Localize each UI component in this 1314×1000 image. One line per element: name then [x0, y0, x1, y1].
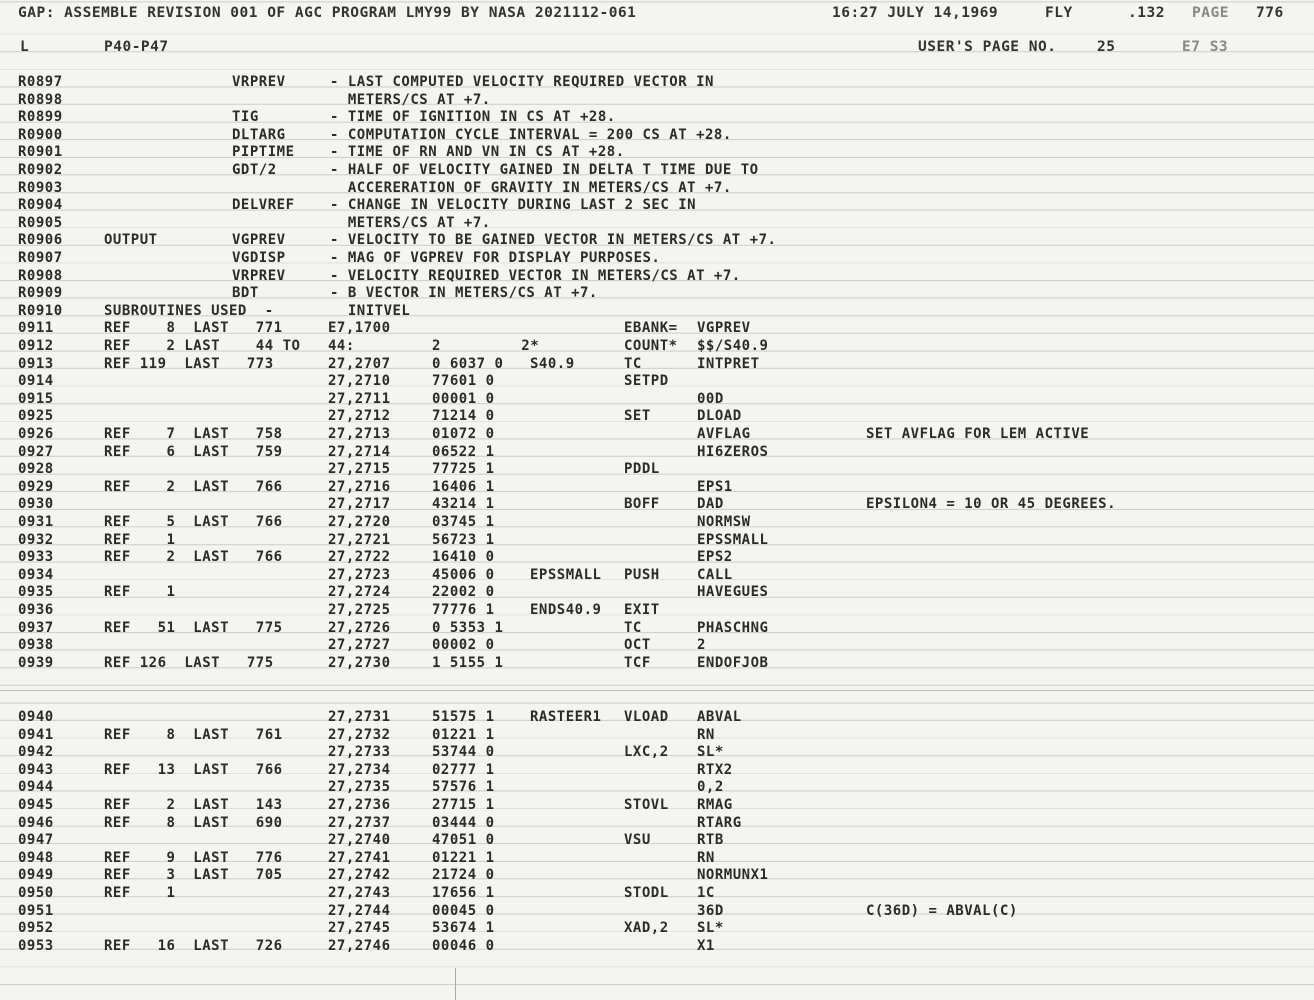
ref-field: REF 2 LAST 766 — [104, 478, 283, 495]
operand-field: X1 — [697, 937, 715, 954]
line-number: 0953 — [18, 937, 54, 954]
line-number: 0928 — [18, 461, 54, 478]
address-field: 27,2712 — [328, 408, 391, 425]
ref-field: REF 126 LAST 775 — [104, 654, 274, 671]
opcode-field: SETPD — [624, 373, 669, 390]
listing-row — [0, 884, 1314, 902]
listing-row — [0, 231, 1314, 249]
ref-field: REF 2 LAST 143 — [104, 797, 283, 813]
line-number: 0939 — [18, 654, 54, 671]
line-number: 0935 — [18, 584, 54, 601]
word-field: 03745 1 — [432, 514, 495, 530]
word-field: 02777 1 — [432, 761, 495, 778]
operand-field: 2 — [697, 637, 706, 654]
opcode-field: LXC,2 — [624, 744, 669, 761]
operand-field: EPSSMALL — [697, 531, 769, 548]
listing-row — [0, 601, 1314, 619]
opcode-field: XAD,2 — [624, 920, 669, 937]
line-number: 0931 — [18, 514, 54, 530]
description-text: - TIME OF IGNITION IN CS AT +28. — [330, 109, 616, 126]
listing-row — [0, 372, 1314, 390]
line-number: 0932 — [18, 531, 54, 548]
address-field: 27,2715 — [328, 461, 391, 478]
address-field: 27,2726 — [328, 619, 391, 636]
operand-field: EPS2 — [697, 549, 733, 566]
address-field: 27,2730 — [328, 654, 391, 671]
listing-row — [0, 443, 1314, 461]
ref-field: REF 3 LAST 705 — [104, 867, 283, 884]
address-field: 27,2714 — [328, 443, 391, 460]
opcode-field: BOFF — [624, 496, 660, 513]
user-page-number: 25 — [1097, 39, 1116, 55]
line-number: 0937 — [18, 619, 54, 636]
address-field: 27,2741 — [328, 849, 391, 866]
tear-mark — [455, 968, 456, 1000]
word-field: 00046 0 — [432, 937, 495, 954]
line-number: 0933 — [18, 549, 54, 566]
comment-field: EPSILON4 = 10 OR 45 DEGREES. — [866, 496, 1117, 513]
address-field: 27,2723 — [328, 566, 391, 583]
word-field: 1 5155 1 — [432, 654, 504, 671]
symbol-field: VGDISP — [232, 250, 286, 266]
operand-field: EPS1 — [697, 478, 733, 495]
listing-row — [0, 902, 1314, 920]
operand-field: DAD — [697, 496, 724, 513]
comment-field: C(36D) = ABVAL(C) — [866, 902, 1018, 919]
address-field: 27,2707 — [328, 355, 391, 372]
line-number: 0934 — [18, 566, 54, 583]
word-field: 77725 1 — [432, 461, 495, 478]
opcode-field: VLOAD — [624, 709, 669, 725]
line-number: 0942 — [18, 744, 54, 761]
word-field: 01221 1 — [432, 726, 495, 743]
word-field: 21724 0 — [432, 867, 495, 884]
word-field: 77776 1 — [432, 602, 495, 618]
word-field: 45006 0 — [432, 566, 495, 583]
opcode-field: PDDL — [624, 461, 660, 478]
word-field: 47051 0 — [432, 832, 495, 849]
line-number: 0951 — [18, 902, 54, 919]
listing-row — [0, 796, 1314, 814]
operand-field: RTB — [697, 832, 724, 849]
line-number: R0904 — [18, 197, 63, 214]
listing-row — [0, 866, 1314, 884]
user-page-label: USER'S PAGE NO. — [918, 39, 1057, 55]
word-field: 00002 0 — [432, 637, 495, 654]
operand-field: RTX2 — [697, 761, 733, 778]
listing-row — [0, 355, 1314, 373]
operand-field: ABVAL — [697, 709, 742, 725]
description-text: - B VECTOR IN METERS/CS AT +7. — [330, 285, 598, 302]
line-number: 0912 — [18, 338, 54, 354]
line-number: 0940 — [18, 709, 54, 725]
opcode-field: TC — [624, 619, 642, 636]
listing-row — [0, 937, 1314, 955]
ref-field: REF 8 LAST 690 — [104, 814, 283, 831]
operand-field: INTPRET — [697, 355, 760, 372]
line-number: R0899 — [18, 109, 63, 126]
line-number: 0936 — [18, 602, 54, 618]
symbol-field: BDT — [232, 285, 259, 302]
description-text: - VELOCITY TO BE GAINED VECTOR IN METERS/CS AT +7. — [330, 232, 777, 249]
address-field: 27,2721 — [328, 531, 391, 548]
operand-field: 00D — [697, 390, 724, 407]
address-field: 44: — [328, 338, 355, 354]
listing-row — [0, 460, 1314, 478]
ref-field: REF 16 LAST 726 — [104, 937, 283, 954]
address-field: 27,2720 — [328, 514, 391, 530]
symbol-field: VRPREV — [232, 74, 286, 90]
line-number: R0902 — [18, 162, 63, 178]
listing-row — [0, 196, 1314, 214]
ref-field: REF 1 — [104, 885, 176, 901]
description-text: - CHANGE IN VELOCITY DURING LAST 2 SEC IN — [330, 197, 697, 214]
page-number: 776 — [1256, 5, 1284, 21]
word-field: 03444 0 — [432, 814, 495, 831]
word-field: 51575 1 — [432, 709, 495, 725]
ref-field: REF 5 LAST 766 — [104, 514, 283, 530]
word-field: 01072 0 — [432, 426, 495, 442]
description-text: ACCERERATION OF GRAVITY IN METERS/CS AT +7. — [330, 179, 732, 196]
opcode-field: PUSH — [624, 566, 660, 583]
line-number: R0901 — [18, 144, 63, 161]
operand-field: 0,2 — [697, 779, 724, 796]
line-number: 0913 — [18, 355, 54, 372]
opcode-field: VSU — [624, 832, 651, 849]
address-field: 27,2731 — [328, 709, 391, 725]
operand-field: SL* — [697, 744, 724, 761]
ref-field: REF 51 LAST 775 — [104, 619, 283, 636]
opcode-field: EBANK= — [624, 320, 678, 337]
line-number: R0906 — [18, 232, 63, 249]
symbol-field: TIG — [232, 109, 259, 126]
operand-field: NORMUNX1 — [697, 867, 769, 884]
operand-field: HAVEGUES — [697, 584, 769, 601]
ref-field: REF 6 LAST 759 — [104, 443, 283, 460]
line-number: 0925 — [18, 408, 54, 425]
operand-field: RN — [697, 849, 715, 866]
assembly-title: GAP: ASSEMBLE REVISION 001 OF AGC PROGRAM LMY99 BY NASA 2021112-061 — [18, 5, 637, 21]
listing-row — [0, 654, 1314, 672]
listing-row — [0, 849, 1314, 867]
word-field: 0 5353 1 — [432, 619, 504, 636]
line-number: 0943 — [18, 761, 54, 778]
word-field: 27715 1 — [432, 797, 495, 813]
line-number: 0926 — [18, 426, 54, 442]
description-text: - MAG OF VGPREV FOR DISPLAY PURPOSES. — [330, 250, 661, 266]
description-text: METERS/CS AT +7. — [330, 214, 491, 231]
line-number: R0900 — [18, 126, 63, 143]
listing-row — [0, 284, 1314, 302]
line-number: 0941 — [18, 726, 54, 743]
symbol-field: VRPREV — [232, 267, 286, 284]
address-field: 27,2732 — [328, 726, 391, 743]
opcode-field: SET — [624, 408, 651, 425]
ref-field: REF 9 LAST 776 — [104, 849, 283, 866]
line-number: 0947 — [18, 832, 54, 849]
ref-field: REF 2 LAST 44 TO — [104, 338, 301, 354]
opcode-field: TC — [624, 355, 642, 372]
line-number: R0910 — [18, 302, 63, 319]
listing-row — [0, 161, 1314, 179]
operand-field: VGPREV — [697, 320, 751, 337]
line-number: R0909 — [18, 285, 63, 302]
word-field: 16406 1 — [432, 478, 495, 495]
listing-row — [0, 583, 1314, 601]
run-code: .132 — [1128, 5, 1165, 21]
ref-field: REF 8 LAST 761 — [104, 726, 283, 743]
line-number: 0930 — [18, 496, 54, 513]
label-field: ENDS40.9 — [530, 602, 602, 618]
operand-field: RTARG — [697, 814, 742, 831]
ref-field: OUTPUT — [104, 232, 158, 249]
operand-field: AVFLAG — [697, 426, 751, 442]
word-field: 53744 0 — [432, 744, 495, 761]
description-text: INITVEL — [330, 302, 411, 319]
operand-field: RN — [697, 726, 715, 743]
word-field: 56723 1 — [432, 531, 495, 548]
address-field: 27,2746 — [328, 937, 391, 954]
address-field: 27,2735 — [328, 779, 391, 796]
address-field: 27,2717 — [328, 496, 391, 513]
symbol-field: GDT/2 — [232, 162, 277, 178]
operand-field: 1C — [697, 885, 715, 901]
listing-row — [0, 126, 1314, 144]
line-number: 0950 — [18, 885, 54, 901]
line-number: R0905 — [18, 214, 63, 231]
listing-row — [0, 548, 1314, 566]
address-field: 27,2744 — [328, 902, 391, 919]
subheader — [0, 38, 1314, 56]
description-text: METERS/CS AT +7. — [330, 91, 491, 108]
address-field: 27,2713 — [328, 426, 391, 442]
listing-row — [0, 319, 1314, 337]
line-number: 0915 — [18, 390, 54, 407]
line-number: 0948 — [18, 849, 54, 866]
listing-row — [0, 425, 1314, 443]
address-field: 27,2745 — [328, 920, 391, 937]
listing-row — [0, 708, 1314, 726]
symbol-field: DLTARG — [232, 126, 286, 143]
fly-label: FLY — [1045, 5, 1073, 21]
opcode-field: EXIT — [624, 602, 660, 618]
line-number: 0929 — [18, 478, 54, 495]
symbol-field: DELVREF — [232, 197, 295, 214]
comment-field: SET AVFLAG FOR LEM ACTIVE — [866, 426, 1090, 442]
address-field: 27,2736 — [328, 797, 391, 813]
line-number: 0914 — [18, 373, 54, 390]
listing-row — [0, 743, 1314, 761]
ref-field: REF 8 LAST 771 — [104, 320, 283, 337]
ref-field: REF 13 LAST 766 — [104, 761, 283, 778]
address-field: 27,2710 — [328, 373, 391, 390]
line-number: 0952 — [18, 920, 54, 937]
listing-row — [0, 91, 1314, 109]
ref-field: REF 1 — [104, 584, 176, 601]
word-field: 06522 1 — [432, 443, 495, 460]
line-number: R0907 — [18, 250, 63, 266]
ref-field: SUBROUTINES USED - — [104, 302, 274, 319]
ref-field: REF 119 LAST 773 — [104, 355, 274, 372]
operand-field: ENDOFJOB — [697, 654, 769, 671]
listing-row — [0, 143, 1314, 161]
operand-field: PHASCHNG — [697, 619, 769, 636]
listing-row — [0, 337, 1314, 355]
line-number: 0944 — [18, 779, 54, 796]
address-field: 27,2716 — [328, 478, 391, 495]
listing-row — [0, 761, 1314, 779]
address-field: 27,2724 — [328, 584, 391, 601]
listing-row — [0, 179, 1314, 197]
word-field: 2 2* — [432, 338, 540, 354]
listing-row — [0, 778, 1314, 796]
word-field: 22002 0 — [432, 584, 495, 601]
word-field: 43214 1 — [432, 496, 495, 513]
opcode-field: TCF — [624, 654, 651, 671]
description-text: - COMPUTATION CYCLE INTERVAL = 200 CS AT +28. — [330, 126, 732, 143]
address-field: 27,2734 — [328, 761, 391, 778]
line-number: 0949 — [18, 867, 54, 884]
page-fold-line — [0, 690, 1314, 691]
label-field: EPSSMALL — [530, 566, 602, 583]
symbol-field: VGPREV — [232, 232, 286, 249]
listing-row — [0, 814, 1314, 832]
description-text: - LAST COMPUTED VELOCITY REQUIRED VECTOR IN — [330, 74, 714, 90]
description-text: - TIME OF RN AND VN IN CS AT +28. — [330, 144, 625, 161]
listing-row — [0, 566, 1314, 584]
listing-row — [0, 636, 1314, 654]
description-text: - VELOCITY REQUIRED VECTOR IN METERS/CS AT +7. — [330, 267, 741, 284]
ref-field: REF 1 — [104, 531, 176, 548]
symbol-field: PIPTIME — [232, 144, 295, 161]
listing-row — [0, 531, 1314, 549]
print-datetime: 16:27 JULY 14,1969 — [832, 5, 999, 21]
address-field: 27,2725 — [328, 602, 391, 618]
listing-row — [0, 619, 1314, 637]
line-number: R0903 — [18, 179, 63, 196]
word-field: 77601 0 — [432, 373, 495, 390]
operand-field: SL* — [697, 920, 724, 937]
address-field: 27,2742 — [328, 867, 391, 884]
operand-field: NORMSW — [697, 514, 751, 530]
address-field: 27,2733 — [328, 744, 391, 761]
word-field: 00001 0 — [432, 390, 495, 407]
line-number: 0927 — [18, 443, 54, 460]
listing-row — [0, 831, 1314, 849]
listing-row — [0, 919, 1314, 937]
listing-row — [0, 726, 1314, 744]
word-field: 57576 1 — [432, 779, 495, 796]
line-number: 0938 — [18, 637, 54, 654]
word-field: 0 6037 0 — [432, 355, 504, 372]
section-name: P40-P47 — [104, 39, 169, 55]
ref-field: REF 7 LAST 758 — [104, 426, 283, 442]
listing-row — [0, 214, 1314, 232]
word-field: 71214 0 — [432, 408, 495, 425]
listing-row — [0, 73, 1314, 91]
line-number: 0911 — [18, 320, 54, 337]
address-field: 27,2711 — [328, 390, 391, 407]
listing-row — [0, 407, 1314, 425]
listing-row — [0, 249, 1314, 267]
word-field: 01221 1 — [432, 849, 495, 866]
operand-field: $$/S40.9 — [697, 338, 769, 354]
opcode-field: OCT — [624, 637, 651, 654]
operand-field: RMAG — [697, 797, 733, 813]
operand-field: HI6ZEROS — [697, 443, 769, 460]
address-field: 27,2743 — [328, 885, 391, 901]
page-header — [0, 4, 1314, 22]
listing-row — [0, 495, 1314, 513]
word-field: 17656 1 — [432, 885, 495, 901]
opcode-field: STODL — [624, 885, 669, 901]
address-field: E7,1700 — [328, 320, 391, 337]
listing-row — [0, 390, 1314, 408]
label-field: S40.9 — [530, 355, 575, 372]
line-number: R0908 — [18, 267, 63, 284]
listing-row — [0, 108, 1314, 126]
operand-field: DLOAD — [697, 408, 742, 425]
address-field: 27,2737 — [328, 814, 391, 831]
ref-field: REF 2 LAST 766 — [104, 549, 283, 566]
listing-row — [0, 513, 1314, 531]
word-field: 16410 0 — [432, 549, 495, 566]
opcode-field: COUNT* — [624, 338, 678, 354]
opcode-field: STOVL — [624, 797, 669, 813]
bank-code: E7 S3 — [1182, 39, 1229, 55]
line-number: R0898 — [18, 91, 63, 108]
address-field: 27,2727 — [328, 637, 391, 654]
operand-field: CALL — [697, 566, 733, 583]
listing-row — [0, 478, 1314, 496]
line-number: 0945 — [18, 797, 54, 813]
word-field: 00045 0 — [432, 902, 495, 919]
operand-field: 36D — [697, 902, 724, 919]
listing-row — [0, 302, 1314, 320]
listing-row — [0, 267, 1314, 285]
description-text: - HALF OF VELOCITY GAINED IN DELTA T TIME DUE TO — [330, 162, 759, 178]
word-field: 53674 1 — [432, 920, 495, 937]
label-field: RASTEER1 — [530, 709, 602, 725]
listing-l-mark: L — [20, 39, 30, 55]
page-label: PAGE — [1192, 5, 1229, 21]
address-field: 27,2722 — [328, 549, 391, 566]
address-field: 27,2740 — [328, 832, 391, 849]
line-number: 0946 — [18, 814, 54, 831]
line-number: R0897 — [18, 74, 63, 90]
